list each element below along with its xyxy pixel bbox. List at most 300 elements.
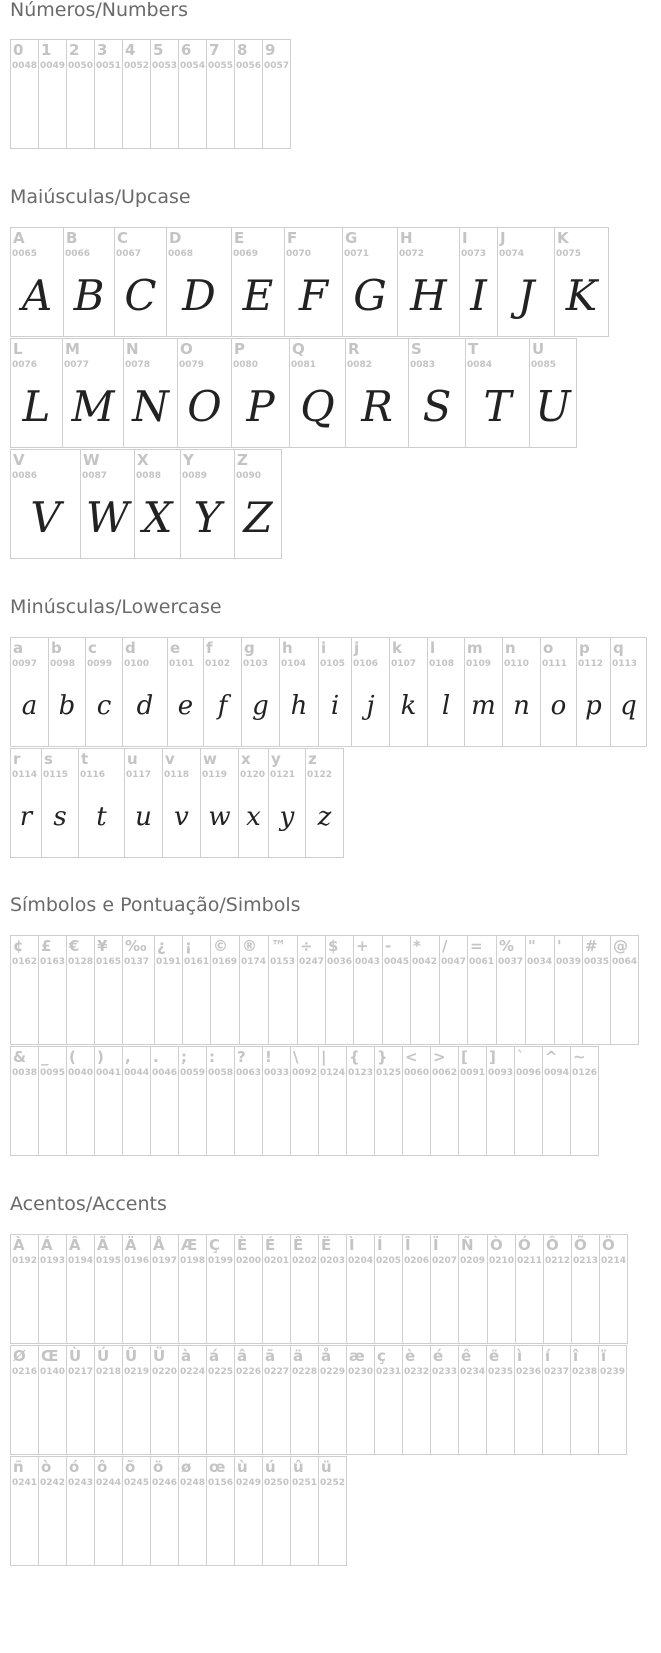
glyph-cell — [297, 935, 326, 1045]
glyph-char-label: e — [170, 639, 181, 657]
glyph-code-label: 0037 — [498, 957, 524, 967]
glyph-char-label: © — [213, 937, 228, 955]
glyph-code-label: 0123 — [348, 1068, 374, 1078]
glyph-code-label: 0042 — [412, 957, 438, 967]
glyph-cell — [10, 338, 63, 448]
glyph-sample — [497, 966, 525, 1042]
glyph-sample — [179, 1265, 206, 1341]
glyph-sample — [263, 70, 290, 146]
glyph-code-label: 0126 — [572, 1068, 598, 1078]
glyph-code-label: 0095 — [40, 1068, 66, 1078]
glyph-sample: g — [252, 691, 269, 721]
glyph-cell — [10, 1046, 39, 1156]
glyph-cell — [515, 1234, 544, 1344]
glyph-code-label: 0156 — [208, 1478, 234, 1488]
glyph-sample — [347, 1265, 374, 1341]
glyph-code-label: 0051 — [96, 61, 122, 71]
glyph-char-label: Ä — [125, 1236, 137, 1254]
glyph-char-label: y — [271, 750, 281, 768]
glyph-cell — [85, 637, 123, 747]
glyph-code-label: 0227 — [264, 1367, 290, 1377]
glyph-code-label: 0054 — [180, 61, 206, 71]
glyph-cell — [290, 1345, 319, 1455]
glyph-code-label: 0040 — [68, 1068, 94, 1078]
glyph-code-label: 0209 — [460, 1256, 486, 1266]
glyph-sample: A — [21, 271, 53, 320]
glyph-cell — [94, 1456, 123, 1566]
glyph-code-label: 0038 — [12, 1068, 38, 1078]
glyph-cell — [459, 227, 498, 337]
glyph-sample — [95, 1077, 122, 1153]
glyph-cell — [177, 338, 232, 448]
glyph-cell — [180, 449, 235, 559]
glyph-sample — [95, 1265, 122, 1341]
glyph-char-label: Ú — [97, 1347, 110, 1365]
glyph-code-label: 0110 — [504, 659, 530, 669]
glyph-cell — [318, 1234, 347, 1344]
glyph-code-label: 0080 — [233, 360, 259, 370]
glyph-char-label: - — [385, 937, 392, 955]
glyph-char-label: @ — [613, 937, 628, 955]
glyph-char-label: É — [265, 1236, 276, 1254]
glyph-code-label: 0101 — [169, 659, 195, 669]
glyph-code-label: 0098 — [50, 659, 76, 669]
glyph-code-label: 0097 — [12, 659, 38, 669]
glyph-char-label: ë — [489, 1347, 500, 1365]
glyph-sample: V — [30, 493, 61, 542]
glyph-code-label: 0084 — [467, 360, 493, 370]
glyph-sample: q — [620, 691, 637, 721]
glyph-cell — [94, 935, 123, 1045]
glyph-code-label: 0033 — [264, 1068, 290, 1078]
glyph-cell — [124, 748, 163, 858]
glyph-cell — [402, 1345, 431, 1455]
glyph-sample — [291, 1077, 318, 1153]
glyph-cell — [80, 449, 135, 559]
glyph-code-label: 0066 — [65, 249, 91, 259]
glyph-code-label: 0056 — [236, 61, 262, 71]
glyph-cell — [430, 1234, 459, 1344]
glyph-char-label: O — [180, 340, 193, 358]
glyph-sample: L — [22, 382, 51, 431]
glyph-code-label: 0091 — [460, 1068, 486, 1078]
glyph-sample — [11, 1487, 38, 1563]
glyph-code-label: 0161 — [184, 957, 210, 967]
glyph-sample — [235, 1265, 262, 1341]
glyph-sample — [263, 1487, 290, 1563]
glyph-char-label: Ï — [433, 1236, 439, 1254]
glyph-cell — [234, 1234, 263, 1344]
glyph-code-label: 0043 — [355, 957, 381, 967]
glyph-code-label: 0061 — [469, 957, 495, 967]
glyph-cell — [325, 935, 354, 1045]
glyph-row — [10, 1345, 626, 1455]
glyph-sample — [319, 1265, 346, 1341]
glyph-sample — [487, 1376, 514, 1452]
glyph-sample: C — [124, 271, 157, 320]
glyph-sample — [67, 966, 94, 1042]
glyph-cell — [167, 637, 204, 747]
glyph-sample: z — [317, 802, 332, 832]
glyph-cell — [464, 637, 503, 747]
glyph-sample — [403, 1265, 430, 1341]
glyph-sample: r — [19, 802, 33, 832]
glyph-sample — [207, 70, 234, 146]
glyph-sample — [95, 966, 122, 1042]
glyph-cell — [10, 637, 49, 747]
glyph-code-label: 0074 — [499, 249, 525, 259]
glyph-code-label: 0100 — [124, 659, 150, 669]
glyph-cell — [63, 227, 115, 337]
glyph-cell — [430, 1345, 459, 1455]
glyph-sample: m — [471, 691, 496, 721]
glyph-cell — [38, 1345, 67, 1455]
glyph-sample — [543, 1077, 570, 1153]
glyph-sample — [263, 1265, 290, 1341]
glyph-code-label: 0099 — [87, 659, 113, 669]
glyph-sample — [211, 966, 239, 1042]
glyph-cell — [38, 1234, 67, 1344]
glyph-cell — [346, 1234, 375, 1344]
glyph-cell — [467, 935, 497, 1045]
glyph-cell — [122, 1345, 151, 1455]
glyph-code-label: 0195 — [96, 1256, 122, 1266]
glyph-cell — [239, 935, 269, 1045]
glyph-char-label: 0 — [13, 41, 24, 59]
glyph-code-label: 0163 — [40, 957, 66, 967]
glyph-sample — [179, 1376, 206, 1452]
glyph-cell — [206, 1046, 235, 1156]
glyph-code-label: 0102 — [205, 659, 231, 669]
glyph-char-label: d — [125, 639, 136, 657]
glyph-char-label: 6 — [181, 41, 192, 59]
glyph-char-label: £ — [41, 937, 52, 955]
glyph-sample — [95, 70, 122, 146]
glyph-char-label: o — [543, 639, 554, 657]
glyph-code-label: 0196 — [124, 1256, 150, 1266]
glyph-sample: u — [135, 802, 152, 832]
section-title-numbers: Números/Numbers — [10, 0, 188, 21]
glyph-cell — [262, 1234, 291, 1344]
glyph-code-label: 0165 — [96, 957, 122, 967]
glyph-cell — [554, 935, 583, 1045]
glyph-cell — [268, 935, 298, 1045]
glyph-code-label: 0048 — [12, 61, 38, 71]
glyph-code-label: 0219 — [124, 1367, 150, 1377]
glyph-code-label: 0214 — [601, 1256, 627, 1266]
glyph-char-label: X — [137, 451, 149, 469]
glyph-char-label: i — [321, 639, 327, 657]
glyph-sample: s — [53, 802, 67, 832]
glyph-sample: X — [142, 493, 173, 542]
glyph-cell — [178, 1345, 207, 1455]
glyph-cell — [234, 449, 282, 559]
glyph-cell — [66, 1456, 95, 1566]
glyph-cell — [66, 1345, 95, 1455]
glyph-code-label: 0229 — [320, 1367, 346, 1377]
glyph-sample — [11, 1376, 38, 1452]
glyph-cell — [178, 1456, 207, 1566]
glyph-cell — [234, 1345, 263, 1455]
glyph-char-label: R — [348, 340, 360, 358]
glyph-sample — [67, 70, 94, 146]
glyph-code-label: 0242 — [40, 1478, 66, 1488]
glyph-cell — [10, 1234, 39, 1344]
glyph-code-label: 0201 — [264, 1256, 290, 1266]
glyph-cell — [345, 338, 409, 448]
glyph-code-label: 0238 — [572, 1367, 598, 1377]
glyph-sample: t — [96, 802, 107, 832]
glyph-sample — [375, 1077, 402, 1153]
glyph-code-label: 0109 — [466, 659, 492, 669]
glyph-code-label: 0119 — [202, 770, 228, 780]
glyph-code-label: 0218 — [96, 1367, 122, 1377]
glyph-char-label: E — [234, 229, 245, 247]
glyph-code-label: 0112 — [578, 659, 604, 669]
glyph-cell — [514, 1345, 543, 1455]
glyph-code-label: 0235 — [488, 1367, 514, 1377]
glyph-sample — [571, 1077, 598, 1153]
glyph-cell — [154, 935, 183, 1045]
glyph-cell — [238, 748, 269, 858]
glyph-code-label: 0049 — [40, 61, 66, 71]
glyph-cell — [94, 1046, 123, 1156]
glyph-code-label: 0198 — [180, 1256, 206, 1266]
glyph-sample — [207, 1376, 234, 1452]
glyph-char-label: : — [209, 1048, 215, 1066]
glyph-code-label: 0228 — [292, 1367, 318, 1377]
glyph-char-label: I — [462, 229, 468, 247]
glyph-code-label: 0070 — [286, 249, 312, 259]
glyph-cell — [41, 748, 79, 858]
glyph-sample — [123, 966, 154, 1042]
glyph-char-label: ù — [237, 1458, 248, 1476]
glyph-cell — [599, 1234, 628, 1344]
glyph-code-label: 0169 — [212, 957, 238, 967]
glyph-cell — [268, 748, 306, 858]
glyph-cell — [430, 1046, 459, 1156]
glyph-char-label: ú — [265, 1458, 276, 1476]
glyph-char-label: 3 — [97, 41, 108, 59]
glyph-char-label: u — [127, 750, 138, 768]
glyph-sample — [431, 1265, 458, 1341]
glyph-char-label: Õ — [574, 1236, 587, 1254]
glyph-sample — [488, 1265, 515, 1341]
glyph-cell — [123, 338, 178, 448]
glyph-char-label: H — [400, 229, 413, 247]
glyph-cell — [351, 637, 390, 747]
glyph-sample — [459, 1376, 486, 1452]
glyph-sample: p — [585, 691, 602, 721]
glyph-sample — [11, 1077, 38, 1153]
glyph-cell — [262, 1456, 291, 1566]
glyph-char-label: s — [44, 750, 53, 768]
glyph-char-label: . — [153, 1048, 159, 1066]
glyph-char-label: * — [413, 937, 421, 955]
glyph-char-label: | — [321, 1048, 327, 1066]
glyph-sample — [459, 1077, 486, 1153]
glyph-sample — [269, 966, 297, 1042]
glyph-code-label: 0108 — [429, 659, 455, 669]
glyph-cell — [439, 935, 468, 1045]
glyph-code-label: 0124 — [320, 1068, 346, 1078]
glyph-cell — [502, 637, 541, 747]
glyph-char-label: T — [468, 340, 479, 358]
glyph-char-label: # — [585, 937, 598, 955]
glyph-sample: D — [182, 271, 216, 320]
glyph-code-label: 0047 — [441, 957, 467, 967]
glyph-char-label: W — [83, 451, 100, 469]
glyph-char-label: _ — [41, 1048, 49, 1066]
glyph-code-label: 0088 — [136, 471, 162, 481]
glyph-sample — [39, 1487, 66, 1563]
glyph-cell — [78, 748, 125, 858]
glyph-code-label: 0073 — [461, 249, 487, 259]
glyph-char-label: 7 — [209, 41, 220, 59]
glyph-sample — [207, 1077, 234, 1153]
glyph-sample: F — [298, 271, 329, 320]
glyph-sample: Z — [243, 493, 273, 542]
glyph-cell — [284, 227, 343, 337]
glyph-char-label: À — [13, 1236, 25, 1254]
glyph-code-label: 0191 — [156, 957, 182, 967]
glyph-sample — [207, 1487, 234, 1563]
glyph-sample — [179, 1077, 206, 1153]
glyph-code-label: 0065 — [12, 249, 38, 259]
glyph-char-label: + — [356, 937, 369, 955]
section-title-upcase: Maiúsculas/Upcase — [10, 186, 191, 208]
glyph-cell — [182, 935, 211, 1045]
glyph-sample — [526, 966, 554, 1042]
glyph-code-label: 0044 — [124, 1068, 150, 1078]
glyph-char-label: Ø — [13, 1347, 26, 1365]
glyph-sample — [235, 1487, 262, 1563]
glyph-code-label: 0217 — [68, 1367, 94, 1377]
glyph-char-label: ~ — [573, 1048, 586, 1066]
glyph-code-label: 0063 — [236, 1068, 262, 1078]
glyph-char-label: Á — [41, 1236, 53, 1254]
glyph-sample — [151, 1376, 178, 1452]
glyph-code-label: 0206 — [404, 1256, 430, 1266]
glyph-code-label: 0053 — [152, 61, 178, 71]
glyph-cell — [458, 1345, 487, 1455]
glyph-sample — [440, 966, 467, 1042]
glyph-code-label: 0237 — [544, 1367, 570, 1377]
glyph-char-label: Ô — [546, 1236, 559, 1254]
glyph-code-label: 0059 — [180, 1068, 206, 1078]
glyph-sample — [240, 966, 268, 1042]
glyph-code-label: 0057 — [264, 61, 290, 71]
glyph-sample — [95, 1376, 122, 1452]
glyph-code-label: 0233 — [432, 1367, 458, 1377]
glyph-cell — [542, 1345, 571, 1455]
glyph-code-label: 0241 — [12, 1478, 38, 1488]
glyph-code-label: 0162 — [12, 957, 38, 967]
glyph-sample: H — [410, 271, 447, 320]
glyph-sample: i — [330, 691, 340, 721]
glyph-cell — [554, 227, 609, 337]
glyph-char-label: = — [470, 937, 483, 955]
glyph-cell — [10, 39, 39, 149]
glyph-sample — [298, 966, 325, 1042]
glyph-cell — [134, 449, 181, 559]
glyph-code-label: 0236 — [516, 1367, 542, 1377]
glyph-code-label: 0225 — [208, 1367, 234, 1377]
glyph-char-label: b — [51, 639, 62, 657]
glyph-sample: e — [177, 691, 194, 721]
glyph-char-label: F — [287, 229, 298, 247]
glyph-char-label: t — [81, 750, 89, 768]
glyph-cell — [570, 1345, 599, 1455]
glyph-char-label: w — [203, 750, 217, 768]
glyph-sample — [291, 1376, 318, 1452]
glyph-sample — [600, 1265, 627, 1341]
glyph-sample — [326, 966, 353, 1042]
glyph-code-label: 0231 — [376, 1367, 402, 1377]
glyph-sample: M — [71, 382, 115, 431]
glyph-char-label: Q — [292, 340, 305, 358]
glyph-cell — [206, 1234, 235, 1344]
glyph-sample — [151, 1265, 178, 1341]
glyph-cell — [487, 1234, 516, 1344]
glyph-char-label: z — [308, 750, 317, 768]
glyph-code-label: 0076 — [12, 360, 38, 370]
glyph-sample: K — [565, 271, 598, 320]
glyph-code-label: 0203 — [320, 1256, 346, 1266]
glyph-cell — [374, 1345, 403, 1455]
glyph-sample — [123, 1487, 150, 1563]
glyph-cell — [497, 227, 555, 337]
glyph-cell — [305, 748, 344, 858]
glyph-row — [10, 637, 646, 747]
glyph-sample — [39, 966, 66, 1042]
glyph-sample — [263, 1077, 290, 1153]
glyph-code-label: 0174 — [241, 957, 267, 967]
glyph-code-label: 0107 — [391, 659, 417, 669]
glyph-cell — [178, 1234, 207, 1344]
glyph-char-label: ã — [265, 1347, 276, 1365]
glyph-code-label: 0234 — [460, 1367, 486, 1377]
glyph-cell — [122, 637, 168, 747]
glyph-sample — [431, 1376, 458, 1452]
glyph-char-label: í — [545, 1347, 551, 1365]
glyph-sample: O — [187, 382, 222, 431]
glyph-cell — [598, 1345, 627, 1455]
glyph-code-label: 0067 — [116, 249, 142, 259]
glyph-char-label: ø — [181, 1458, 192, 1476]
glyph-code-label: 0239 — [600, 1367, 626, 1377]
glyph-char-label: Ü — [153, 1347, 166, 1365]
glyph-char-label: ! — [265, 1048, 272, 1066]
glyph-char-label: A — [13, 229, 25, 247]
glyph-char-label: a — [13, 639, 24, 657]
glyph-cell — [48, 637, 86, 747]
glyph-cell — [262, 1345, 291, 1455]
glyph-code-label: 0075 — [556, 249, 582, 259]
glyph-cell — [279, 637, 319, 747]
glyph-code-label: 0090 — [236, 471, 262, 481]
glyph-code-label: 0064 — [612, 957, 638, 967]
glyph-code-label: 0116 — [80, 770, 106, 780]
glyph-code-label: 0197 — [152, 1256, 178, 1266]
glyph-code-label: 0199 — [208, 1256, 234, 1266]
glyph-char-label: ( — [69, 1048, 76, 1066]
glyph-code-label: 0078 — [125, 360, 151, 370]
glyph-cell — [402, 1234, 431, 1344]
glyph-char-label: ' — [557, 937, 562, 955]
glyph-sample: j — [366, 691, 375, 721]
glyph-sample — [67, 1077, 94, 1153]
